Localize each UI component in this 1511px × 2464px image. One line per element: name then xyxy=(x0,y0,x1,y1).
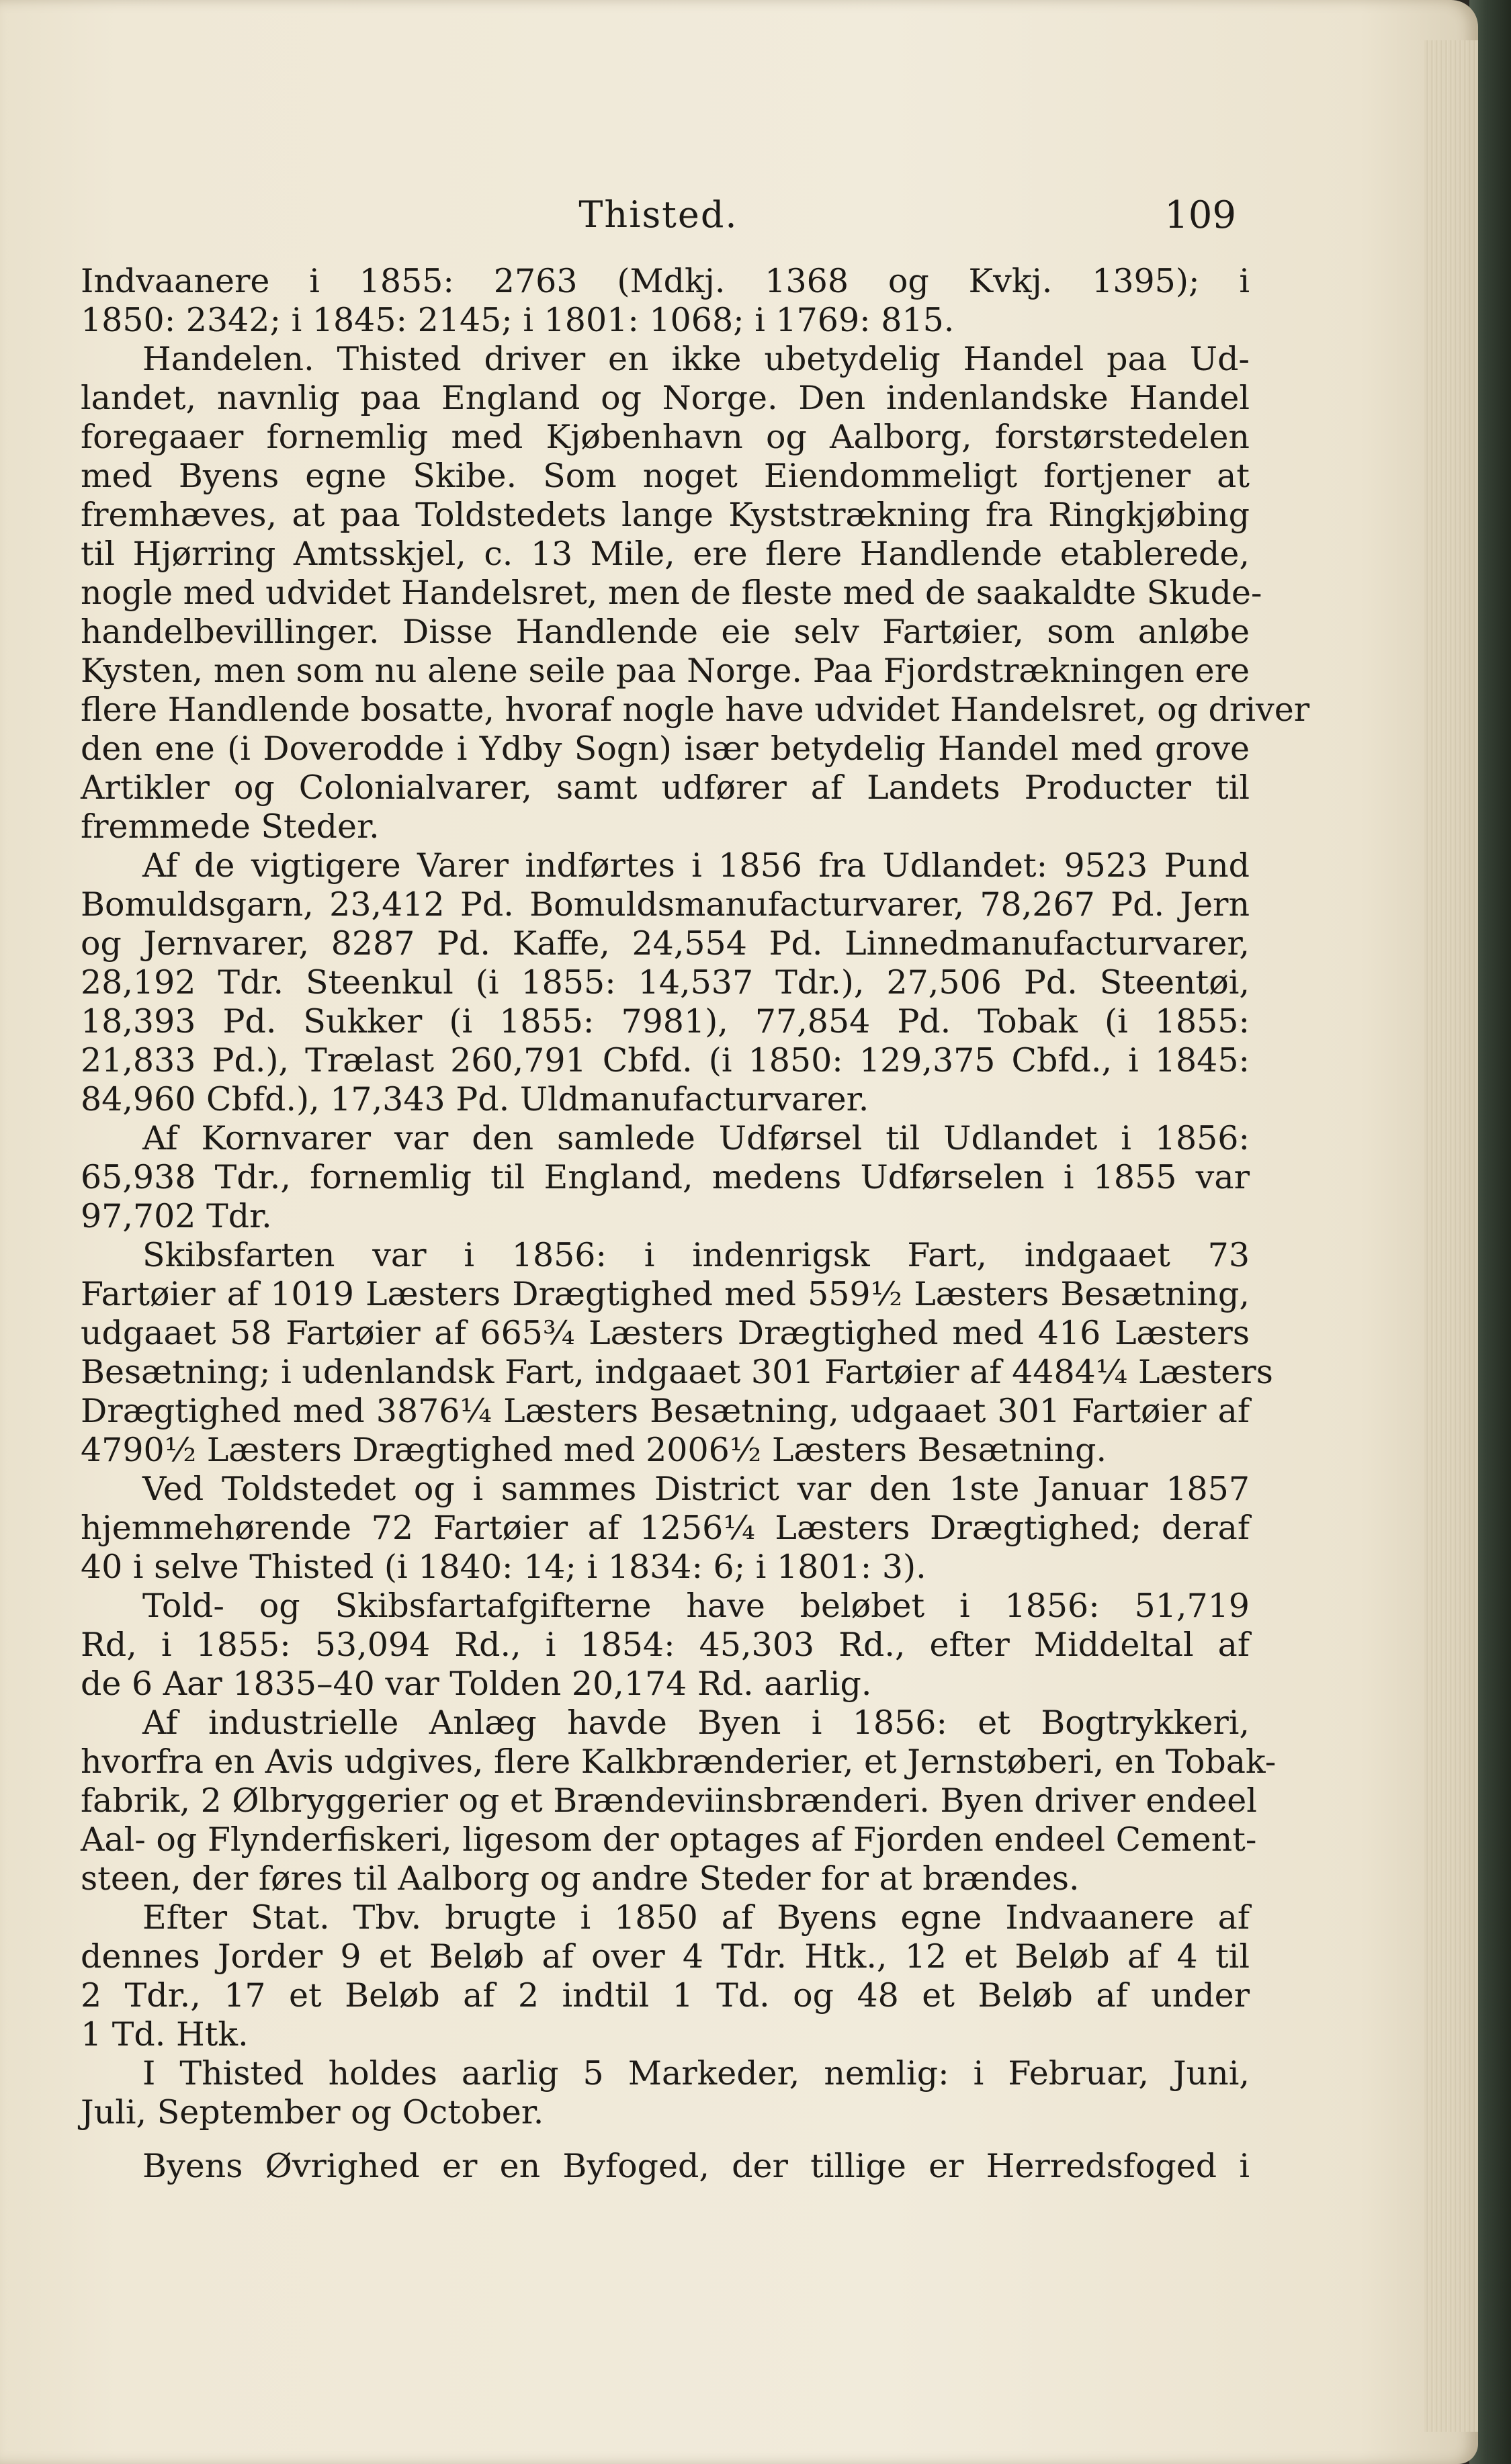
text-line: fremhæves, at paa Toldstedets lange Kyststrækning fra Ringkjøbing xyxy=(81,496,1250,534)
text-line: udgaaet 58 Fartøier af 665¾ Læsters Drægtighed med 416 Læsters xyxy=(81,1314,1250,1352)
text-line: Drægtighed med 3876¼ Læsters Besætning, udgaaet 301 Fartøier af xyxy=(81,1392,1250,1430)
text-line: Besætning; i udenlandsk Fart, indgaaet 301 Fartøier af 4484¼ Læsters xyxy=(81,1353,1273,1391)
text-line: Kysten, men som nu alene seile paa Norge. Paa Fjordstrækningen ere xyxy=(81,652,1250,690)
text-line: Rd, i 1855: 53,094 Rd., i 1854: 45,303 Rd., efter Middeltal af xyxy=(81,1626,1250,1664)
page-edge-shading xyxy=(1424,40,1478,2432)
text-line: Efter Stat. Tbv. brugte i 1850 af Byens egne Indvaanere af xyxy=(142,1898,1250,1937)
text-line: 18,393 Pd. Sukker (i 1855: 7981), 77,854 Pd. Tobak (i 1855: xyxy=(81,1002,1250,1041)
text-line: nogle med udvidet Handelsret, men de fleste med de saakaldte Skude- xyxy=(81,574,1262,612)
text-line: I Thisted holdes aarlig 5 Markeder, nemlig: i Februar, Juni, xyxy=(142,2054,1250,2093)
text-line: 65,938 Tdr., fornemlig til England, medens Udførselen i 1855 var xyxy=(81,1158,1250,1196)
text-line: hjemmehørende 72 Fartøier af 1256¼ Læsters Drægtighed; deraf xyxy=(81,1509,1250,1547)
paragraph-gap xyxy=(81,2132,1250,2147)
text-line: Af industrielle Anlæg havde Byen i 1856: et Bogtrykkeri, xyxy=(142,1704,1250,1742)
text-line: Told- og Skibsfartafgifterne have beløbet i 1856: 51,719 xyxy=(142,1587,1250,1625)
text-line: 1 Td. Htk. xyxy=(81,2015,249,2054)
body-text xyxy=(81,262,1310,2186)
text-line: den ene (i Doverodde i Ydby Sogn) især betydelig Handel med grove xyxy=(81,730,1250,768)
text-line: Skibsfarten var i 1856: i indenrigsk Fart, indgaaet 73 xyxy=(142,1236,1250,1274)
text-line: steen, der føres til Aalborg og andre Steder for at brændes. xyxy=(81,1859,1080,1898)
text-line: 2 Tdr., 17 et Beløb af 2 indtil 1 Td. og 48 et Beløb af under xyxy=(81,1976,1250,2015)
text-line: hvorfra en Avis udgives, flere Kalkbrænderier, et Jernstøberi, en Tobak- xyxy=(81,1743,1277,1781)
text-line: Juli, September og October. xyxy=(81,2093,544,2131)
text-line: 84,960 Cbfd.), 17,343 Pd. Uldmanufacturvarer. xyxy=(81,1080,869,1118)
text-line: 40 i selve Thisted (i 1840: 14; i 1834: 6; i 1801: 3). xyxy=(81,1548,926,1586)
text-line: Af de vigtigere Varer indførtes i 1856 fra Udlandet: 9523 Pund xyxy=(142,846,1250,885)
text-line: Artikler og Colonialvarer, samt udfører af Landets Producter til xyxy=(81,768,1250,807)
text-line: Af Kornvarer var den samlede Udførsel til Udlandet i 1856: xyxy=(142,1119,1250,1157)
text-line: Fartøier af 1019 Læsters Drægtighed med 559½ Læsters Besætning, xyxy=(81,1275,1250,1313)
text-line: 28,192 Tdr. Steenkul (i 1855: 14,537 Tdr.), 27,506 Pd. Steentøi, xyxy=(81,963,1250,1002)
text-line: 4790½ Læsters Drægtighed med 2006½ Læsters Besætning. xyxy=(81,1431,1107,1469)
text-line: flere Handlende bosatte, hvoraf nogle have udvidet Handelsret, og driver xyxy=(81,691,1310,729)
text-line: 1850: 2342; i 1845: 2145; i 1801: 1068; i 1769: 815. xyxy=(81,301,955,339)
text-line: Ved Toldstedet og i sammes District var den 1ste Januar 1857 xyxy=(142,1470,1250,1508)
running-head: Thisted. xyxy=(578,193,738,236)
page-number: 109 xyxy=(1164,193,1236,237)
text-line: Handelen. Thisted driver en ikke ubetydelig Handel paa Ud- xyxy=(142,340,1250,378)
text-line: fabrik, 2 Ølbryggerier og et Brændeviinsbrænderi. Byen driver endeel xyxy=(81,1781,1257,1820)
text-line: og Jernvarer, 8287 Pd. Kaffe, 24,554 Pd. Linnedmanufacturvarer, xyxy=(81,924,1250,963)
text-line: Aal- og Flynderfiskeri, ligesom der optages af Fjorden endeel Cement- xyxy=(81,1820,1257,1859)
text-line: fremmede Steder. xyxy=(81,807,380,846)
text-line: med Byens egne Skibe. Som noget Eiendommeligt fortjener at xyxy=(81,457,1250,495)
text-line: foregaaer fornemlig med Kjøbenhavn og Aalborg, forstørstedelen xyxy=(81,418,1250,456)
text-line: Byens Øvrighed er en Byfoged, der tillige er Herredsfoged i xyxy=(142,2147,1250,2185)
text-line: landet, navnlig paa England og Norge. Den indenlandske Handel xyxy=(81,379,1250,417)
text-line: Bomuldsgarn, 23,412 Pd. Bomuldsmanufacturvarer, 78,267 Pd. Jern xyxy=(81,885,1250,924)
text-line: 21,833 Pd.), Trælast 260,791 Cbfd. (i 1850: 129,375 Cbfd., i 1845: xyxy=(81,1041,1250,1080)
text-line: de 6 Aar 1835–40 var Tolden 20,174 Rd. aarlig. xyxy=(81,1665,872,1703)
text-line: til Hjørring Amtsskjel, c. 13 Mile, ere flere Handlende etablerede, xyxy=(81,535,1250,573)
text-line: Indvaanere i 1855: 2763 (Mdkj. 1368 og Kvkj. 1395); i xyxy=(81,262,1250,300)
text-line: 97,702 Tdr. xyxy=(81,1197,272,1235)
text-line: dennes Jorder 9 et Beløb af over 4 Tdr. Htk., 12 et Beløb af 4 til xyxy=(81,1937,1250,1976)
text-line: handelbevillinger. Disse Handlende eie selv Fartøier, som anløbe xyxy=(81,613,1250,651)
page-header xyxy=(81,193,1236,240)
